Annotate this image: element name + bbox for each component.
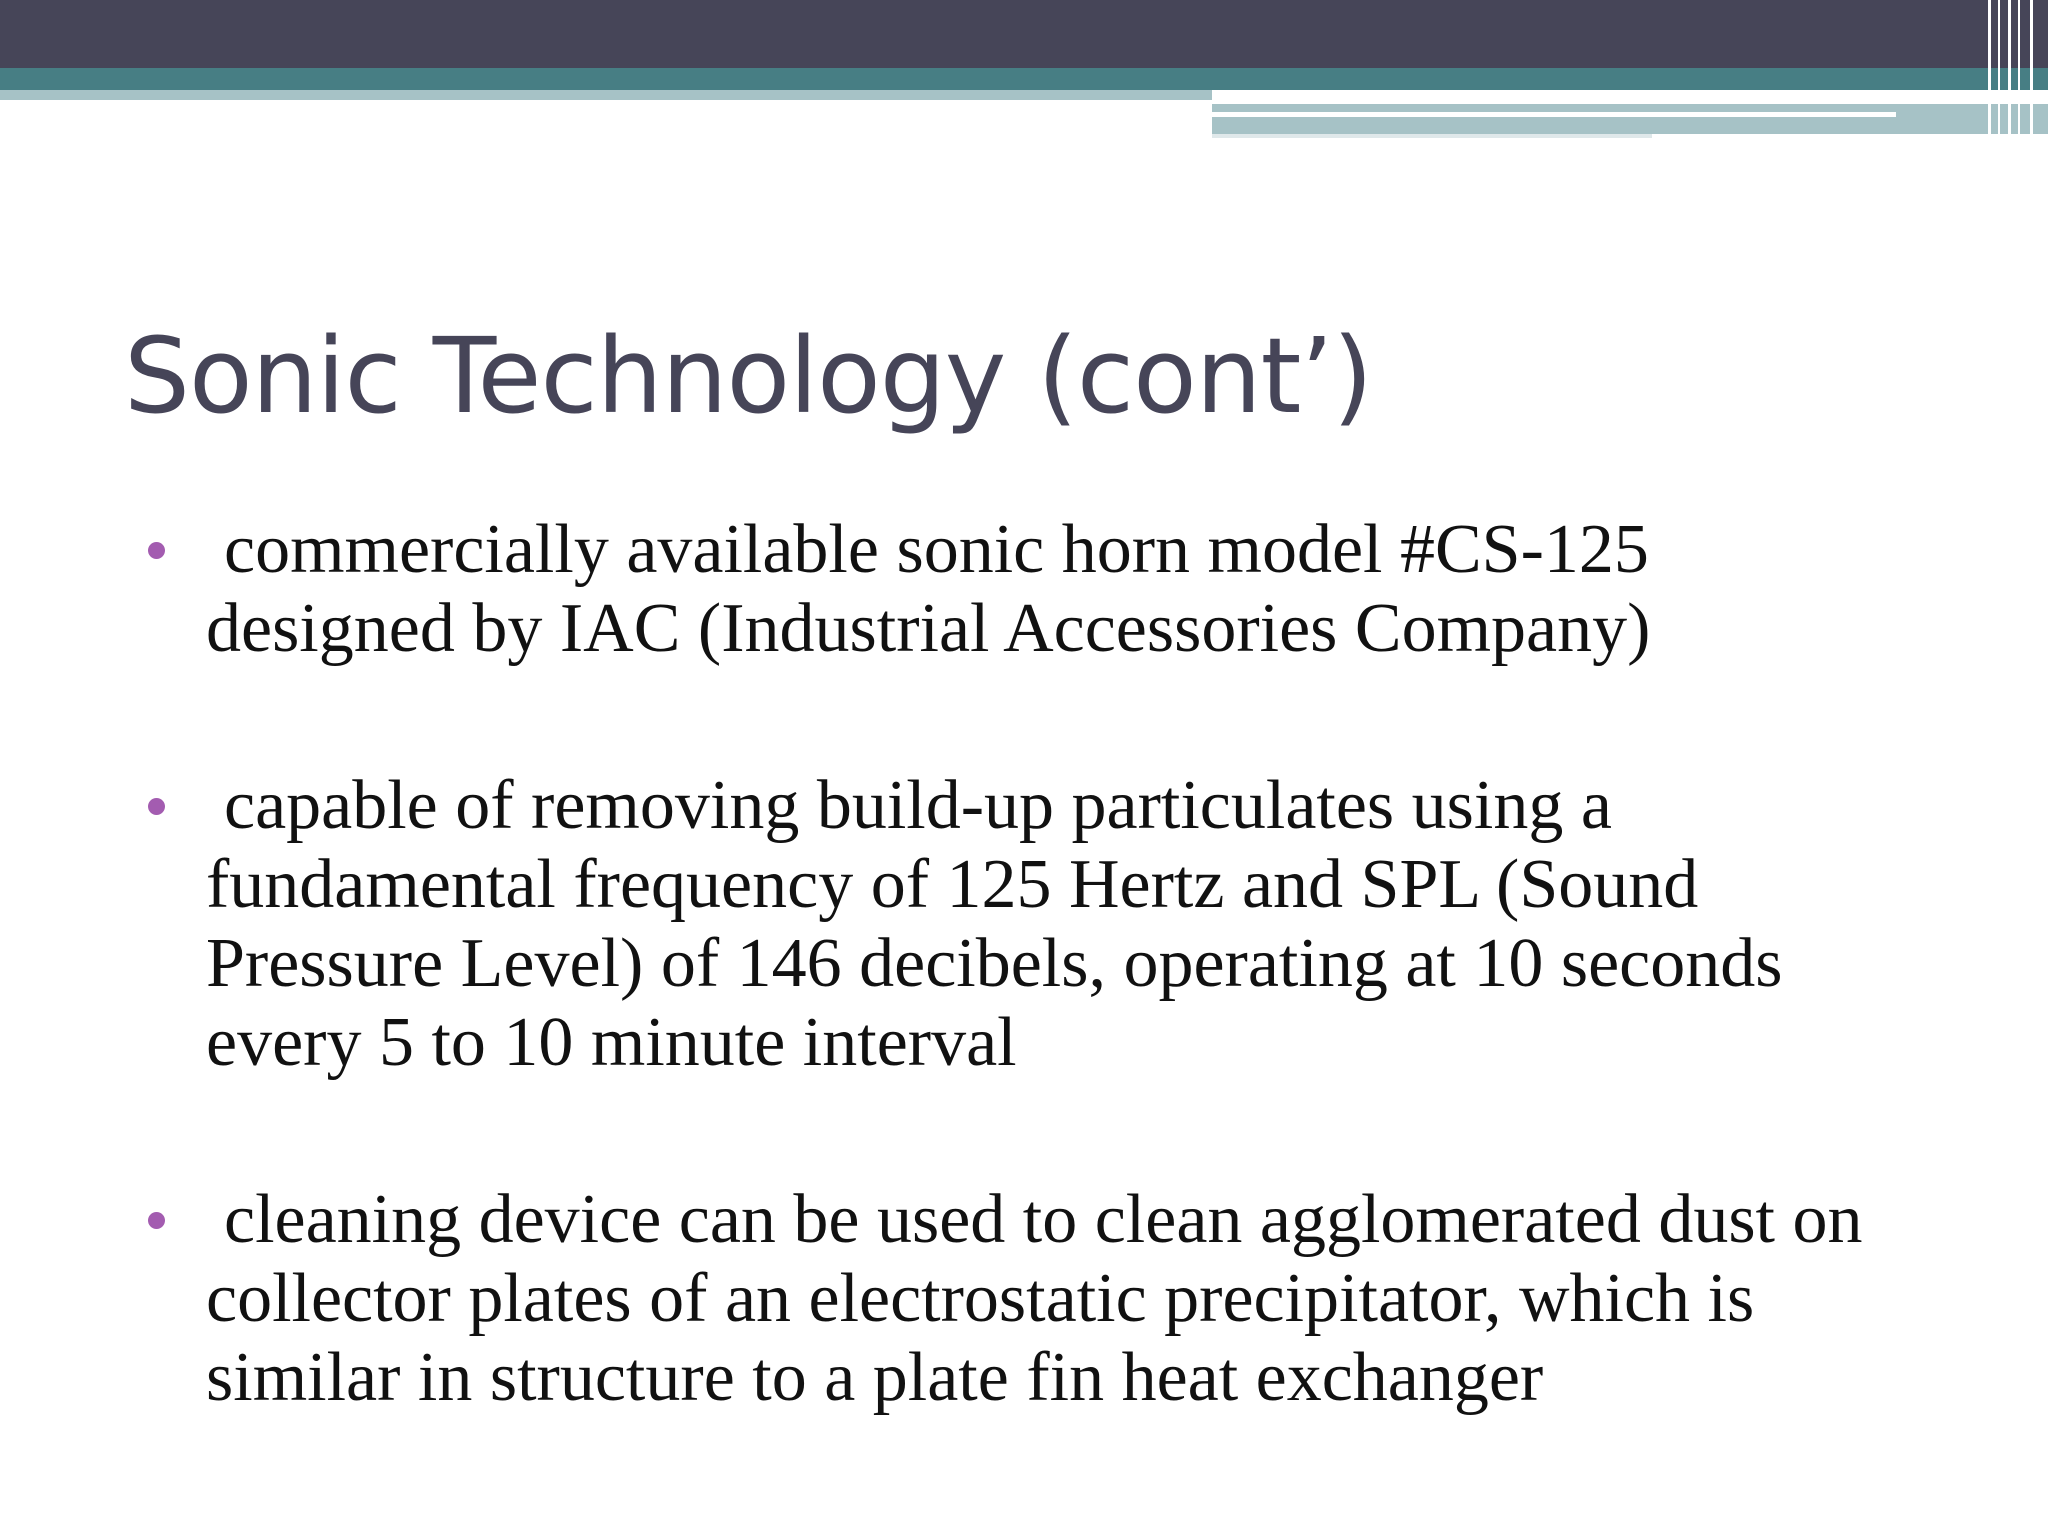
bullet-item bbox=[148, 1180, 1908, 1417]
bullet-text: commercially available sonic horn model #CS-125 designed by IAC (Industrial Accessories Company) bbox=[206, 511, 1651, 667]
bullet-text: cleaning device can be used to clean agglomerated dust on collector plates of an electrostatic precipitator, which is similar in structure to a plate fin heat exchanger bbox=[206, 1181, 1863, 1416]
header-bar-light-left bbox=[0, 90, 1212, 100]
header-vertical-stripe bbox=[2030, 0, 2033, 138]
bullet-dot-icon bbox=[148, 1212, 165, 1229]
header-bar-light-right bbox=[1212, 104, 2048, 134]
header-vertical-stripe bbox=[2018, 0, 2020, 138]
bullet-text: capable of removing build-up particulates using a fundamental frequency of 125 Hertz and SPL (Sound Pressure Level) of 146 decibels, operating at 10 seconds every 5 to 10 minute interval bbox=[206, 767, 1783, 1081]
slide-title: Sonic Technology (cont’) bbox=[124, 315, 1373, 437]
header-bar-lower-tail bbox=[1212, 134, 1652, 138]
bullet-item bbox=[148, 766, 1908, 1082]
header-bar-dark bbox=[0, 0, 2048, 68]
header-bar-white-line bbox=[1212, 112, 1896, 117]
bullet-item bbox=[148, 510, 1908, 668]
header-bar-teal bbox=[0, 68, 2048, 90]
header-vertical-stripe bbox=[1988, 0, 1991, 138]
bullet-dot-icon bbox=[148, 542, 165, 559]
header-vertical-stripe bbox=[1998, 0, 2000, 138]
bullet-list bbox=[148, 510, 1908, 1417]
bullet-dot-icon bbox=[148, 798, 165, 815]
header-vertical-stripe bbox=[2008, 0, 2011, 138]
